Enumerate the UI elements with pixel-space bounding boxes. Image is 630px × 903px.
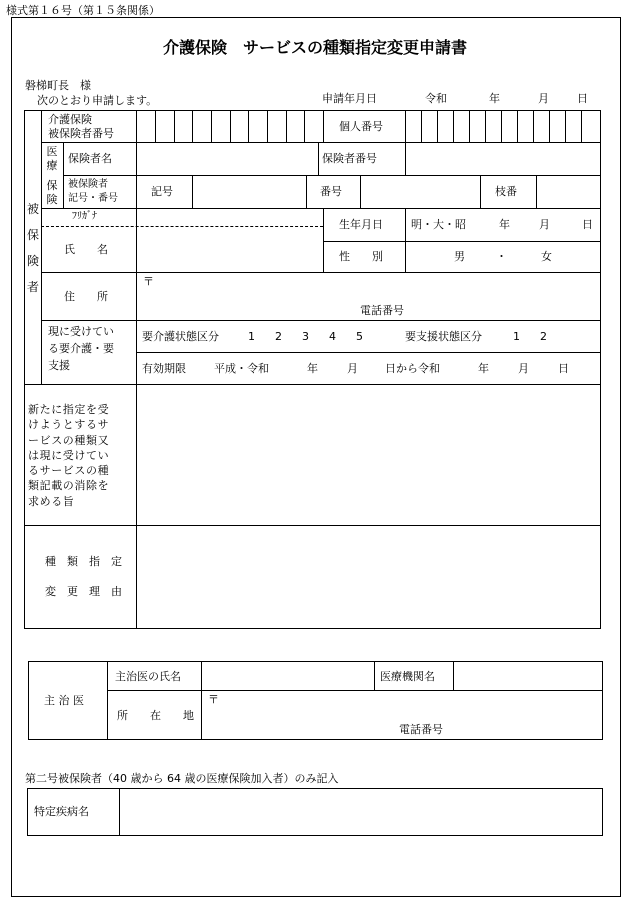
postal-mark: 〒 (143, 275, 154, 288)
validity-year2: 年 (478, 362, 489, 375)
care-level-label: 要介護状態区分 (142, 330, 219, 343)
insured-section-label: 被 保 険 者 (26, 202, 39, 294)
care-level-1[interactable]: 1 (248, 330, 255, 343)
disease-label: 特定疾病名 (34, 805, 89, 818)
support-level-1[interactable]: 1 (513, 330, 520, 343)
support-level-label: 要支援状態区分 (405, 330, 482, 343)
care-level-4[interactable]: 4 (329, 330, 336, 343)
branch-label: 枝番 (495, 185, 517, 198)
validity-month: 月 (347, 362, 358, 375)
page-title: 介護保険 サービスの種類指定変更申請書 (162, 38, 467, 57)
request-label: 新たに指定を受 けようとするサ ービスの種類又 は現に受けてい るサービスの種 類記載の消除を 求める旨 (28, 403, 110, 508)
second-insured-heading: 第二号被保険者（40 歳から 64 歳の医療保険加入者）のみ記入 (25, 772, 339, 785)
kaigo-label-line2: 被保険者番号 (48, 127, 114, 140)
recipient: 磐梯町長 様 (25, 79, 91, 92)
insured-code-label-line2: 記号・番号 (68, 193, 118, 204)
birthdate-month: 月 (539, 218, 550, 231)
care-level-3[interactable]: 3 (302, 330, 309, 343)
doctor-name-label: 主治医の氏名 (115, 670, 181, 683)
support-level-2[interactable]: 2 (540, 330, 547, 343)
doctor-address-label: 所 在 地 (117, 709, 194, 722)
validity-label: 有効期限 (142, 362, 186, 375)
doctor-postal-mark: 〒 (208, 693, 219, 706)
birthdate-day: 日 (582, 218, 593, 231)
application-date-month: 月 (538, 92, 549, 105)
validity-year: 年 (307, 362, 318, 375)
validity-from: 日から令和 (385, 362, 440, 375)
sex-separator: ・ (496, 250, 507, 263)
doctor-phone-label: 電話番号 (399, 723, 443, 736)
insurer-number-label: 保険者番号 (322, 152, 377, 165)
application-date-era: 令和 (425, 92, 447, 105)
care-label-line3: 支援 (48, 359, 70, 372)
furigana-label: ﾌﾘｶﾞﾅ (72, 211, 97, 222)
medical-insurance-label: 医 療 保 険 (46, 145, 58, 206)
doctor-section-label: 主 治 医 (44, 694, 84, 707)
disease-input[interactable] (120, 789, 602, 835)
validity-month2: 月 (518, 362, 529, 375)
care-label-line2: る要介護・要 (48, 342, 114, 355)
personal-number-label: 個人番号 (339, 120, 383, 133)
sex-label: 性 別 (339, 250, 383, 263)
insured-code-label-line1: 被保険者 (68, 179, 108, 190)
validity-era: 平成・令和 (214, 362, 269, 375)
number-label: 番号 (320, 185, 342, 198)
sex-male[interactable]: 男 (454, 250, 465, 263)
application-date-label: 申請年月日 (322, 92, 377, 105)
birthdate-year: 年 (499, 218, 510, 231)
care-label-line1: 現に受けてい (48, 325, 114, 338)
care-level-2[interactable]: 2 (275, 330, 282, 343)
care-level-5[interactable]: 5 (356, 330, 363, 343)
kaigo-label-line1: 介護保険 (48, 113, 92, 126)
symbol-label: 記号 (151, 185, 173, 198)
phone-label: 電話番号 (360, 304, 404, 317)
form-number: 様式第１６号（第１５条関係） (6, 4, 160, 17)
application-date-year: 年 (489, 92, 500, 105)
birthdate-era: 明・大・昭 (411, 218, 466, 231)
validity-day2: 日 (558, 362, 569, 375)
reason-label-line2: 変 更 理 由 (45, 585, 122, 598)
intro-text: 次のとおり申請します。 (37, 94, 158, 107)
birthdate-label: 生年月日 (339, 218, 383, 231)
reason-label-line1: 種 類 指 定 (45, 555, 122, 568)
sex-female[interactable]: 女 (541, 250, 552, 263)
application-date-day: 日 (577, 92, 588, 105)
address-label: 住 所 (64, 290, 108, 303)
name-label: 氏 名 (64, 243, 108, 256)
reason-input[interactable] (137, 526, 600, 628)
institution-label: 医療機関名 (380, 670, 435, 683)
request-input[interactable] (137, 385, 600, 525)
insurer-name-label: 保険者名 (68, 152, 112, 165)
